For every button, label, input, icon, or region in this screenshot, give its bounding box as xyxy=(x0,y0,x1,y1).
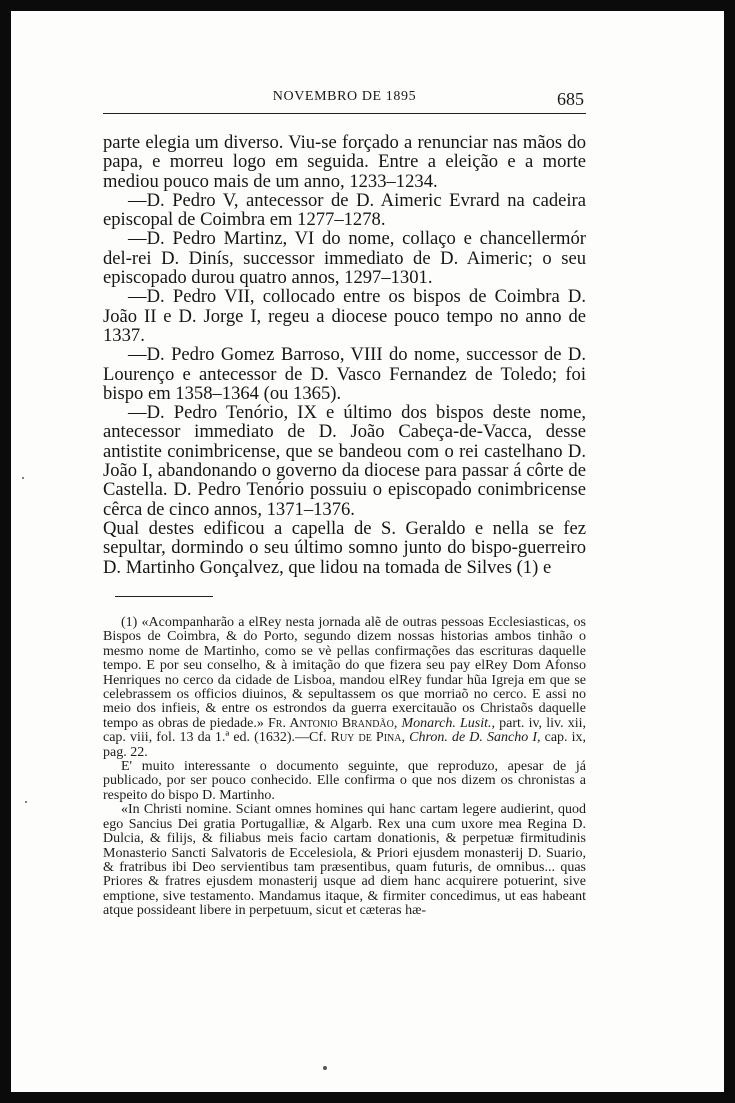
paragraph: parte elegia um diverso. Viu-se forçado a renunciar nas mãos do papa, e morreu logo em seguida. Entre a eleição e a morte mediou pouco mais de um anno, 1233–1234. xyxy=(103,132,586,192)
citation-details-2: cap. ix, pag. 22. xyxy=(103,730,587,760)
scan-speck xyxy=(25,801,27,803)
document-page xyxy=(11,11,724,1092)
page-number: 685 xyxy=(557,89,584,109)
footnote-rule xyxy=(115,596,213,597)
paragraph: —D. Pedro V, antecessor de D. Aimeric Evrard na cadeira episcopal de Coimbra em 1277–1278. xyxy=(103,189,586,231)
citation-work-2: Chron. de D. Sancho I, xyxy=(409,730,541,746)
header-rule xyxy=(103,113,586,114)
citation-author-2: Ruy de Pina, xyxy=(330,730,405,746)
paragraph: —D. Pedro VII, collocado entre os bispos de Coimbra D. João II e D. Jorge I, regeu a diocese pouco tempo no anno de 1337. xyxy=(103,286,586,346)
footnotes xyxy=(103,616,586,919)
main-text xyxy=(103,133,586,577)
scan-speck xyxy=(22,477,24,479)
paragraph: —D. Pedro Tenório, IX e último dos bispos deste nome, antecessor immediato de D. João Cabeça-de-Vacca, desse antistite conimbricense, que se bandeou com o rei castelhano D. João I, abandonando o governo da diocese para passar á côrte de Castella. D. Pedro Tenório possuiu o episcopado conimbricense cêrca de cinco annos, 1371–1376. xyxy=(103,402,586,520)
running-title: NOVEMBRO DE 1895 xyxy=(272,89,417,104)
footnote-quote-text: (1) «Acompanharão a elRey nesta jornada alẽ de outras pessoas Ecclesiasticas, os Bispos de Coimbra, & do Porto, segundo dizem nossas historias ambos tinhão o mesmo nome de Martinho, como se vè pellas confirmações das escrituras daquelle tempo. E por seu conselho, & à imitação do que fizera seu pay elRey Dom Afonso Henriques no cerco da cidade de Lisboa, mandou elRey fundar hũa Igreja em que se celebrassem os officios diuinos, & sepultassem os que morriaõ no cerco. E assi no meio dos infieis, & entre os estrondos da guerra exercitauão os Christaõs daquelle tempo as obras de piedade.» xyxy=(103,615,586,731)
footnote-latin: «In Christi nomine. Sciant omnes homines qui hanc cartam legere audierint, quod ego Sancius Dei gratia Portugalliæ, & Algarb. Rex una cum uxore mea Regina D. Dulcia, & filijs, & filiabus meis facio cartam donationis, & perpetuæ firmitudinis Monasterio Sancti Salvatoris de Eccelesiola, & Priori ejusdem monasterij D. Suario, & fratribus ibi Deo servientibus tam præsentibus, quam futuris, de omnibus... quas Priores & fratres ejusdem monasterij usque ad diem hanc acquirere potuerint, sive emptione, sive testamento. Mandamus itaque, & firmiter concedimus, ut eas habeant atque possideant libere in perpetuum, sicut et cæteras hæ- xyxy=(103,802,586,919)
scan-speck xyxy=(323,1066,327,1070)
footnote-comment: E' muito interessante o documento seguinte, que reproduzo, apesar de já publicado, por ser pouco conhecido. Elle confirma o que nos dizem os chronistas a respeito do bispo D. Martinho. xyxy=(103,759,586,803)
citation-details: part. iv, liv. xii, cap. viii, fol. 13 da 1.ª ed. (1632).—Cf. xyxy=(103,715,587,746)
paragraph: —D. Pedro Gomez Barroso, VIII do nome, successor de D. Lourenço e antecessor de D. Vasco Fernandez de Toledo; foi bispo em 1358–1364 (ou 1365). xyxy=(103,344,586,404)
citation-author: Fr. Antonio Brandão, xyxy=(268,715,398,731)
citation-work: Monarch. Lusit., xyxy=(401,715,495,731)
footnote-quote xyxy=(103,616,586,760)
paragraph: —D. Pedro Martinz, VI do nome, collaço e chancellermór del-rei D. Dinís, successor immediato de D. Aimeric; o seu episcopado durou quatro annos, 1297–1301. xyxy=(103,228,586,289)
paragraph: Qual destes edificou a capella de S. Geraldo e nella se fez sepultar, dormindo o seu último somno junto do bispo-guerreiro D. Martinho Gonçalvez, que lidou na tomada de Silves (1) e xyxy=(103,517,586,578)
